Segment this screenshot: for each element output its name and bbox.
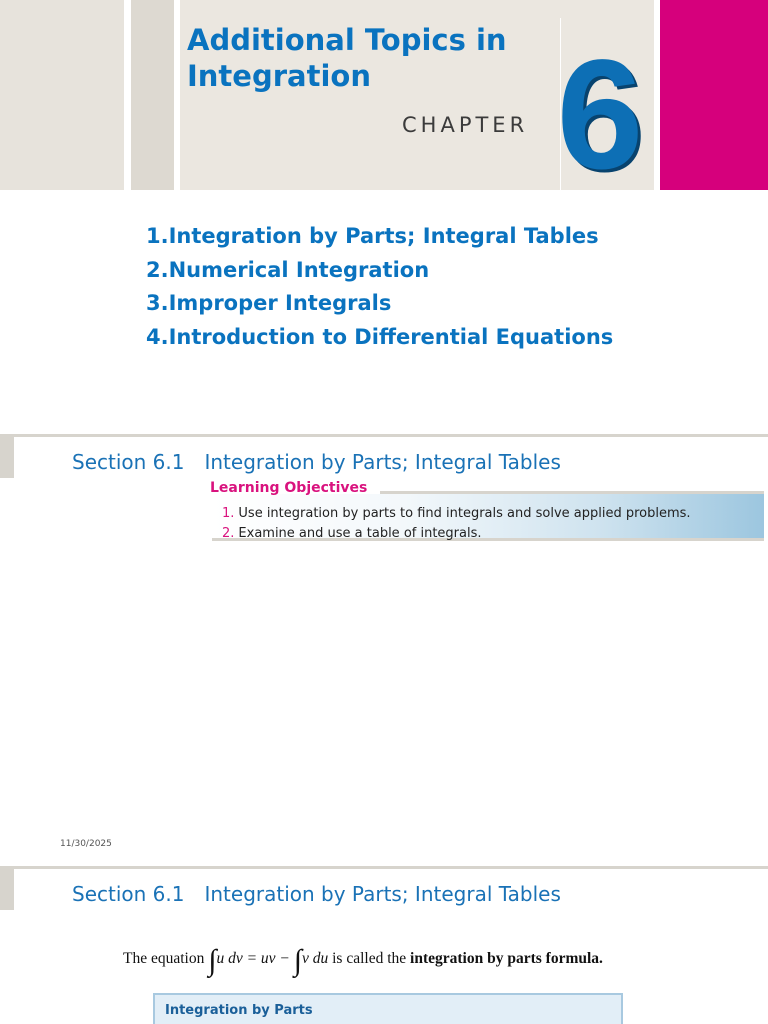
objective-number: 2. — [222, 526, 235, 541]
objective-item — [222, 506, 691, 521]
slide-date: 11/30/2025 — [60, 839, 112, 849]
slide-top-rule — [0, 866, 768, 869]
section-heading — [72, 450, 561, 474]
objective-item — [222, 526, 482, 541]
section-slide-objectives — [0, 434, 768, 564]
integration-by-parts-formula — [123, 944, 603, 978]
banner-panel-narrow — [131, 0, 174, 190]
banner-panel-left — [0, 0, 124, 190]
slide-left-tab — [0, 866, 14, 910]
objectives-heading: Learning Objectives — [210, 480, 368, 496]
topic-item: 3.Improper Integrals — [146, 291, 392, 316]
objective-text: Examine and use a table of integrals. — [238, 526, 482, 541]
formula-right: v du — [301, 950, 329, 967]
chapter-title-line2: Integration — [187, 59, 371, 93]
slide-top-rule — [0, 434, 768, 437]
formula-middle: is called the — [332, 950, 407, 967]
section-number: Section 6.1 — [72, 450, 185, 474]
section-title: Integration by Parts; Integral Tables — [204, 450, 561, 474]
chapter-number: 6 — [556, 28, 644, 202]
chapter-banner — [0, 0, 768, 202]
integration-by-parts-box — [153, 993, 623, 1024]
integral-sign: ∫ — [208, 944, 217, 977]
objective-number: 1. — [222, 506, 235, 521]
formula-prefix: The equation — [123, 950, 205, 967]
chapter-title-line1: Additional Topics in — [187, 23, 507, 57]
topic-item: 2.Numerical Integration — [146, 257, 430, 282]
section-title: Integration by Parts; Integral Tables — [204, 882, 561, 906]
objective-text: Use integration by parts to find integrals and solve applied problems. — [238, 506, 691, 521]
box-title: Integration by Parts — [165, 1003, 313, 1018]
section-heading — [72, 882, 561, 906]
slide-left-tab — [0, 434, 14, 478]
formula-bold-term: integration by parts formula. — [410, 950, 603, 967]
chapter-label: CHAPTER — [402, 113, 529, 137]
chapter-title — [187, 22, 567, 94]
topic-list — [146, 220, 613, 355]
banner-accent-block — [660, 0, 768, 190]
section-number: Section 6.1 — [72, 882, 185, 906]
topic-item: 1.Integration by Parts; Integral Tables — [146, 224, 599, 248]
integral-sign: ∫ — [293, 944, 302, 977]
learning-objectives — [210, 480, 764, 554]
formula-left: u dv = uv − — [216, 950, 290, 967]
topic-item: 4.Introduction to Differential Equations — [146, 325, 614, 350]
